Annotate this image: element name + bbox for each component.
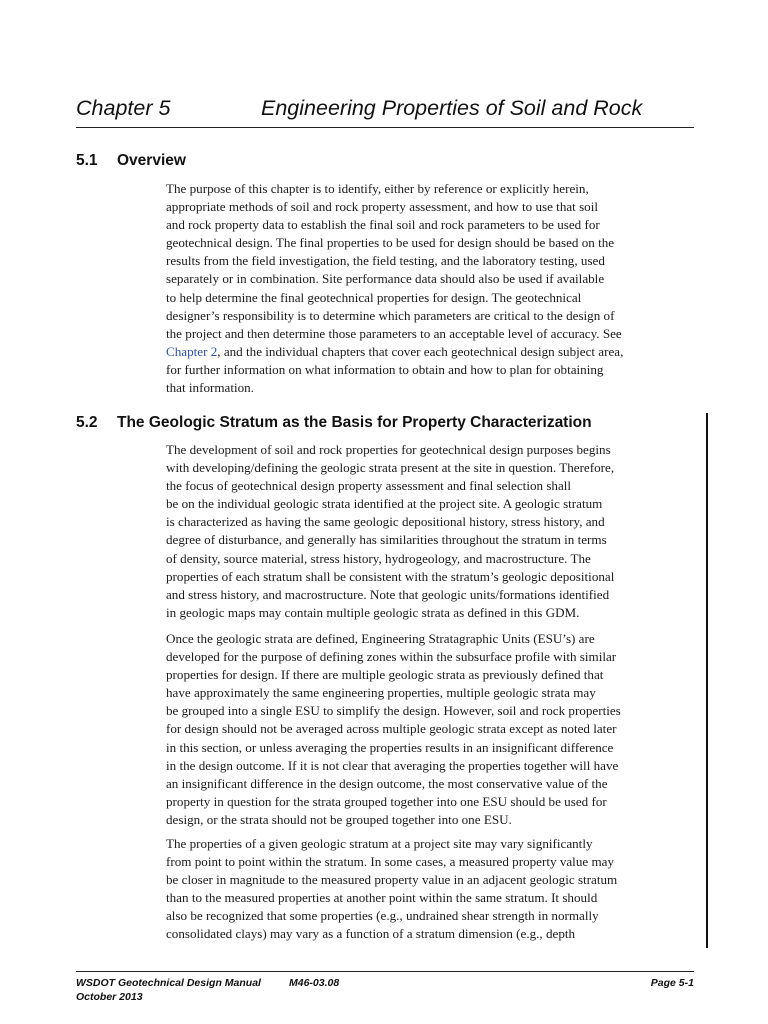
text-line: the project and then determine those parameters to an acceptable level of accuracy. See [166,325,622,341]
text-line: The purpose of this chapter is to identify, either by reference or explicitly herein, [166,181,589,196]
section-title: The Geologic Stratum as the Basis for Property Characterization [117,414,592,431]
chapter-2-link[interactable]: Chapter 2 [166,343,218,359]
text-line: to help determine the final geotechnical properties for design. The geotechnical [166,289,582,305]
text-line: that information. [166,380,254,396]
geologic-stratum-paragraph-2 [166,630,696,829]
text-line: be on the individual geologic strata identified at the project site. A geologic stratum [166,496,603,512]
text-line: design, or the strata should not be grouped together into one ESU. [166,811,512,827]
text-line: for further information on what information to obtain and how to plan for obtaining [166,361,604,377]
text-line: be grouped into a single ESU to simplify the design. However, soil and rock properties [166,703,621,719]
section-title: Overview [117,152,186,169]
text-line: than to the measured properties at another point within the same stratum. It should [166,890,598,906]
footer-date: October 2013 [76,991,143,1003]
text-line: and stress history, and macrostructure. Note that geologic units/formations identified [166,586,610,602]
text-line: be closer in magnitude to the measured property value in an adjacent geologic stratum [166,872,618,888]
text-line: developed for the purpose of defining zones within the subsurface profile with similar [166,649,617,665]
text-line: geotechnical design. The final properties to be used for design should be based on the [166,235,615,251]
section-number: 5.2 [76,414,98,431]
text-line: consolidated clays) may vary as a function of a stratum dimension (e.g., depth [166,926,576,942]
text-line: from point to point within the stratum. In some cases, a measured property value may [166,854,614,870]
text-line: also be recognized that some properties (e.g., undrained shear strength in normally [166,908,599,924]
text-line: in the design outcome. If it is not clear that averaging the properties together will have [166,757,619,773]
text-line: for design should not be averaged across multiple geologic strata except as noted later [166,721,617,737]
text-line: and rock property data to establish the final soil and rock parameters to be used for [166,217,600,233]
text-line: in this section, or unless averaging the properties results in an insignificant difference [166,739,614,755]
text-line: designer’s responsibility is to determine which parameters are critical to the design of [166,307,615,323]
chapter-title: Engineering Properties of Soil and Rock [261,96,643,120]
chapter-number: Chapter 5 [76,96,171,120]
text-line: The development of soil and rock properties for geotechnical design purposes begins [166,442,611,457]
text-line: is characterized as having the same geologic depositional history, stress history, and [166,514,605,530]
text-line: results from the field investigation, the field testing, and the laboratory testing, used [166,253,605,269]
text-line: have approximately the same engineering properties, multiple geologic strata may [166,685,596,701]
geologic-stratum-paragraph-3 [166,835,696,944]
section-number: 5.1 [76,152,98,169]
geologic-stratum-paragraph-1 [166,441,696,622]
text-line: the focus of geotechnical design property assessment and final selection shall [166,478,572,494]
text-line: with developing/defining the geologic strata present at the site in question. Therefore, [166,460,615,476]
text-line: properties for design. If there are multiple geologic strata as previously defined that [166,667,604,683]
text-line: The properties of a given geologic stratum at a project site may vary significantly [166,836,593,851]
text-line: in geologic maps may contain multiple geologic strata as defined in this GDM. [166,604,580,620]
footer-manual-code: M46-03.08 [289,977,340,989]
text-line: degree of disturbance, and generally has similarities throughout the stratum in terms [166,532,607,548]
text-line: an insignificant difference in the design outcome, the most conservative value of the [166,775,608,791]
text-fragment: , and the individual chapters that cover each geotechnical design subject area, [217,343,624,359]
text-line: appropriate methods of soil and rock property assessment, and how to use that soil [166,199,599,215]
text-line: Once the geologic strata are defined, Engineering Stratagraphic Units (ESU’s) are [166,631,595,646]
text-line: separately or in combination. Site performance data should also be used if available [166,271,605,287]
text-line: property in question for the strata grouped together into one ESU should be used for [166,793,607,809]
footer-manual-title: WSDOT Geotechnical Design Manual [76,977,261,989]
text-line-with-link [166,343,696,361]
overview-paragraph [166,180,696,397]
text-line: properties of each stratum shall be consistent with the stratum’s geologic depositional [166,568,615,584]
revision-change-bar [706,413,708,948]
chapter-divider [76,127,694,128]
footer-page-number: Page 5-1 [650,977,694,989]
footer-divider [76,971,694,972]
text-line: of density, source material, stress history, hydrogeology, and macrostructure. The [166,550,591,566]
